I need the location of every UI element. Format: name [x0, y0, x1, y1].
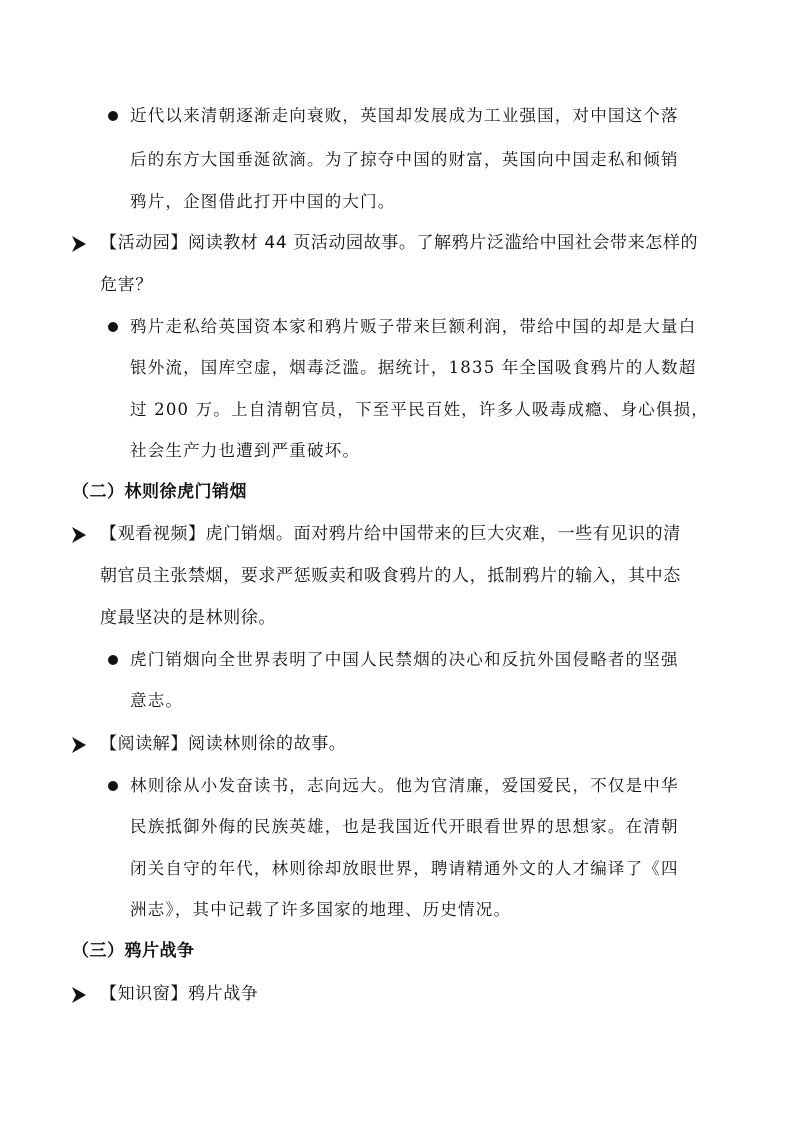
- activity-tag: 【阅读解】: [100, 734, 188, 754]
- paragraph-text: 阅读林则徐的故事。: [188, 734, 347, 754]
- paragraph-line: 社会生产力也遭到严重破坏。: [130, 441, 361, 460]
- bullet-icon: [108, 781, 118, 791]
- activity-tag: 【观看视频】: [100, 524, 206, 544]
- paragraph-line: 银外流，国库空虚，烟毒泛滥。据统计，1835 年全国吸食鸦片的人数超: [130, 358, 697, 377]
- paragraph-line: 鸦片走私给英国资本家和鸦片贩子带来巨额利润，带给中国的却是大量白: [130, 317, 697, 336]
- paragraph-line: 意志。: [130, 691, 184, 710]
- arrow-bullet-icon: [72, 236, 86, 252]
- section-heading: （二）林则徐虎门销烟: [72, 482, 247, 502]
- section-paragraph-line: [100, 982, 258, 1006]
- paragraph-line: 闭关自守的年代，林则徐却放眼世界，聘请精通外文的人才编译了《四: [130, 859, 679, 878]
- section-heading: （三）鸦片战争: [72, 941, 195, 961]
- paragraph-line: 近代以来清朝逐渐走向衰败，英国却发展成为工业强国，对中国这个落: [130, 106, 679, 125]
- bullet-icon: [108, 322, 118, 332]
- paragraph-line: 过 200 万。上自清朝官员，下至平民百姓，许多人吸毒成瘾、身心俱损，: [130, 400, 709, 419]
- paragraph-line: 虎门销烟向全世界表明了中国人民禁烟的决心和反抗外国侵略者的坚强: [130, 650, 679, 669]
- paragraph-line: 民族抵御外侮的民族英雄，也是我国近代开眼看世界的思想家。在清朝: [130, 817, 679, 836]
- section-paragraph-line: [100, 231, 698, 255]
- paragraph-text: 虎门销烟。面对鸦片给中国带来的巨大灾难，一些有见识的清: [205, 524, 681, 544]
- paragraph-text: 鸦片战争: [188, 984, 259, 1004]
- section-paragraph-line: [100, 732, 346, 756]
- activity-tag: 【活动园】: [100, 233, 188, 253]
- section-paragraph-line: [100, 522, 681, 546]
- paragraph-line: 洲志》，其中记载了许多国家的地理、历史情况。: [130, 900, 512, 919]
- paragraph-line: 林则徐从小发奋读书，志向远大。他为官清廉，爱国爱民，不仅是中华: [130, 776, 679, 795]
- arrow-bullet-icon: [72, 737, 86, 753]
- arrow-bullet-icon: [72, 527, 86, 543]
- section-paragraph-line: 朝官员主张禁烟，要求严惩贩卖和吸食鸦片的人，抵制鸦片的输入，其中态: [100, 566, 681, 586]
- activity-tag: 【知识窗】: [100, 984, 188, 1004]
- bullet-icon: [108, 111, 118, 121]
- section-paragraph-line: 度最坚决的是林则徐。: [100, 608, 276, 628]
- bullet-icon: [108, 655, 118, 665]
- arrow-bullet-icon: [72, 987, 86, 1003]
- paragraph-text: 阅读教材 44 页活动园故事。了解鸦片泛滥给中国社会带来怎样的: [188, 233, 699, 253]
- paragraph-line: 后的东方大国垂涎欲滴。为了掠夺中国的财富，英国向中国走私和倾销: [130, 150, 679, 169]
- paragraph-line: 鸦片，企图借此打开中国的大门。: [130, 192, 396, 211]
- section-paragraph-line: 危害？: [100, 275, 153, 295]
